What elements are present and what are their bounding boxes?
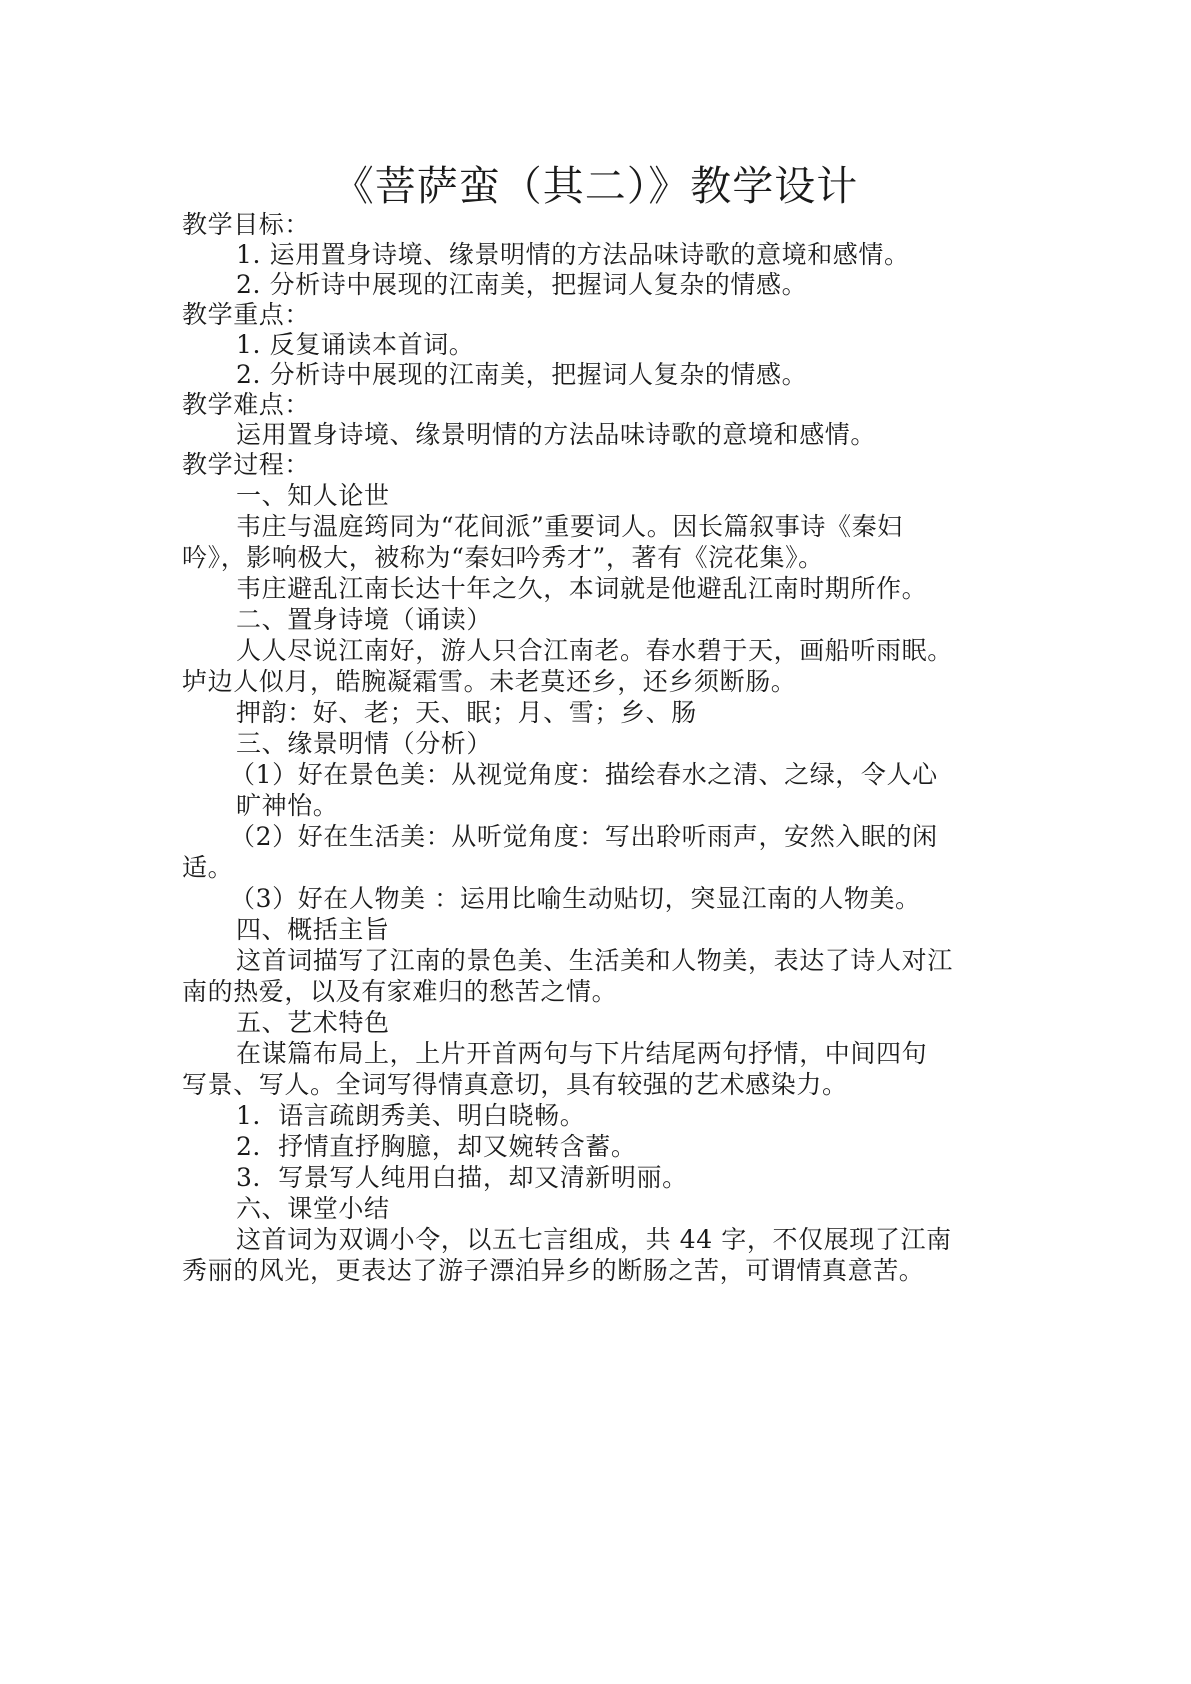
objectives-heading: 教学目标： xyxy=(182,210,311,239)
process-heading: 教学过程： xyxy=(182,450,311,479)
part1-paragraph1-line2: 吟》，影响极大，被称为“秦妇吟秀才”，著有《浣花集》。 xyxy=(182,543,824,572)
part1-heading: 一、知人论世 xyxy=(236,481,390,510)
document-title: 《菩萨蛮（其二）》教学设计 xyxy=(332,162,859,210)
key-point-item-1: 1. 反复诵读本首词。 xyxy=(236,330,475,359)
part6-line1: 这首词为双调小令，以五七言组成，共 44 字，不仅展现了江南 xyxy=(236,1225,952,1254)
part6-line2: 秀丽的风光，更表达了游子漂泊异乡的断肠之苦，可谓情真意苦。 xyxy=(182,1256,925,1285)
part5-heading: 五、艺术特色 xyxy=(236,1008,390,1037)
key-points-heading: 教学重点： xyxy=(182,300,311,329)
part5-item-2: 2．抒情直抒胸臆，却又婉转含蓄。 xyxy=(236,1132,637,1161)
part4-line2: 南的热爱，以及有家难归的愁苦之情。 xyxy=(182,977,618,1006)
rhyme-line: 押韵：好、老；天、眠；月、雪；乡、肠 xyxy=(236,698,697,727)
part1-paragraph1-line1: 韦庄与温庭筠同为“花间派”重要词人。因长篇叙事诗《秦妇 xyxy=(236,512,903,541)
difficulties-text: 运用置身诗境、缘景明情的方法品味诗歌的意境和感情。 xyxy=(236,420,877,449)
poem-line1: 人人尽说江南好，游人只合江南老。春水碧于天，画船听雨眠。 xyxy=(236,636,953,665)
part4-heading: 四、概括主旨 xyxy=(236,915,390,944)
part5-item-1: 1．语言疏朗秀美、明白晓畅。 xyxy=(236,1101,586,1130)
key-point-item-2: 2. 分析诗中展现的江南美，把握词人复杂的情感。 xyxy=(236,360,808,389)
analysis1-line2: 旷神怡。 xyxy=(236,791,339,820)
analysis2-line1: （2）好在生活美：从听觉角度：写出聆听雨声，安然入眠的闲 xyxy=(230,822,938,851)
analysis3: （3）好在人物美 ：运用比喻生动贴切，突显江南的人物美。 xyxy=(230,884,921,913)
poem-line2: 垆边人似月，皓腕凝霜雪。未老莫还乡，还乡须断肠。 xyxy=(182,667,797,696)
part4-line1: 这首词描写了江南的景色美、生活美和人物美，表达了诗人对江 xyxy=(236,946,953,975)
analysis2-line2: 适。 xyxy=(182,853,234,882)
part5-line2: 写景、写人。全词写得情真意切，具有较强的艺术感染力。 xyxy=(182,1070,848,1099)
part6-heading: 六、课堂小结 xyxy=(236,1194,390,1223)
part5-item-3: 3．写景写人纯用白描，却又清新明丽。 xyxy=(236,1163,688,1192)
part3-heading: 三、缘景明情（分析） xyxy=(236,729,493,758)
part5-line1: 在谋篇布局上，上片开首两句与下片结尾两句抒情，中间四句 xyxy=(236,1039,928,1068)
part1-paragraph2: 韦庄避乱江南长达十年之久，本词就是他避乱江南时期所作。 xyxy=(236,574,928,603)
analysis1-line1: （1）好在景色美：从视觉角度：描绘春水之清、之绿，令人心 xyxy=(230,760,938,789)
objective-item-1: 1. 运用置身诗境、缘景明情的方法品味诗歌的意境和感情。 xyxy=(236,240,910,269)
objective-item-2: 2. 分析诗中展现的江南美，把握词人复杂的情感。 xyxy=(236,270,808,299)
difficulties-heading: 教学难点： xyxy=(182,390,311,419)
part2-heading: 二、置身诗境（诵读） xyxy=(236,605,493,634)
